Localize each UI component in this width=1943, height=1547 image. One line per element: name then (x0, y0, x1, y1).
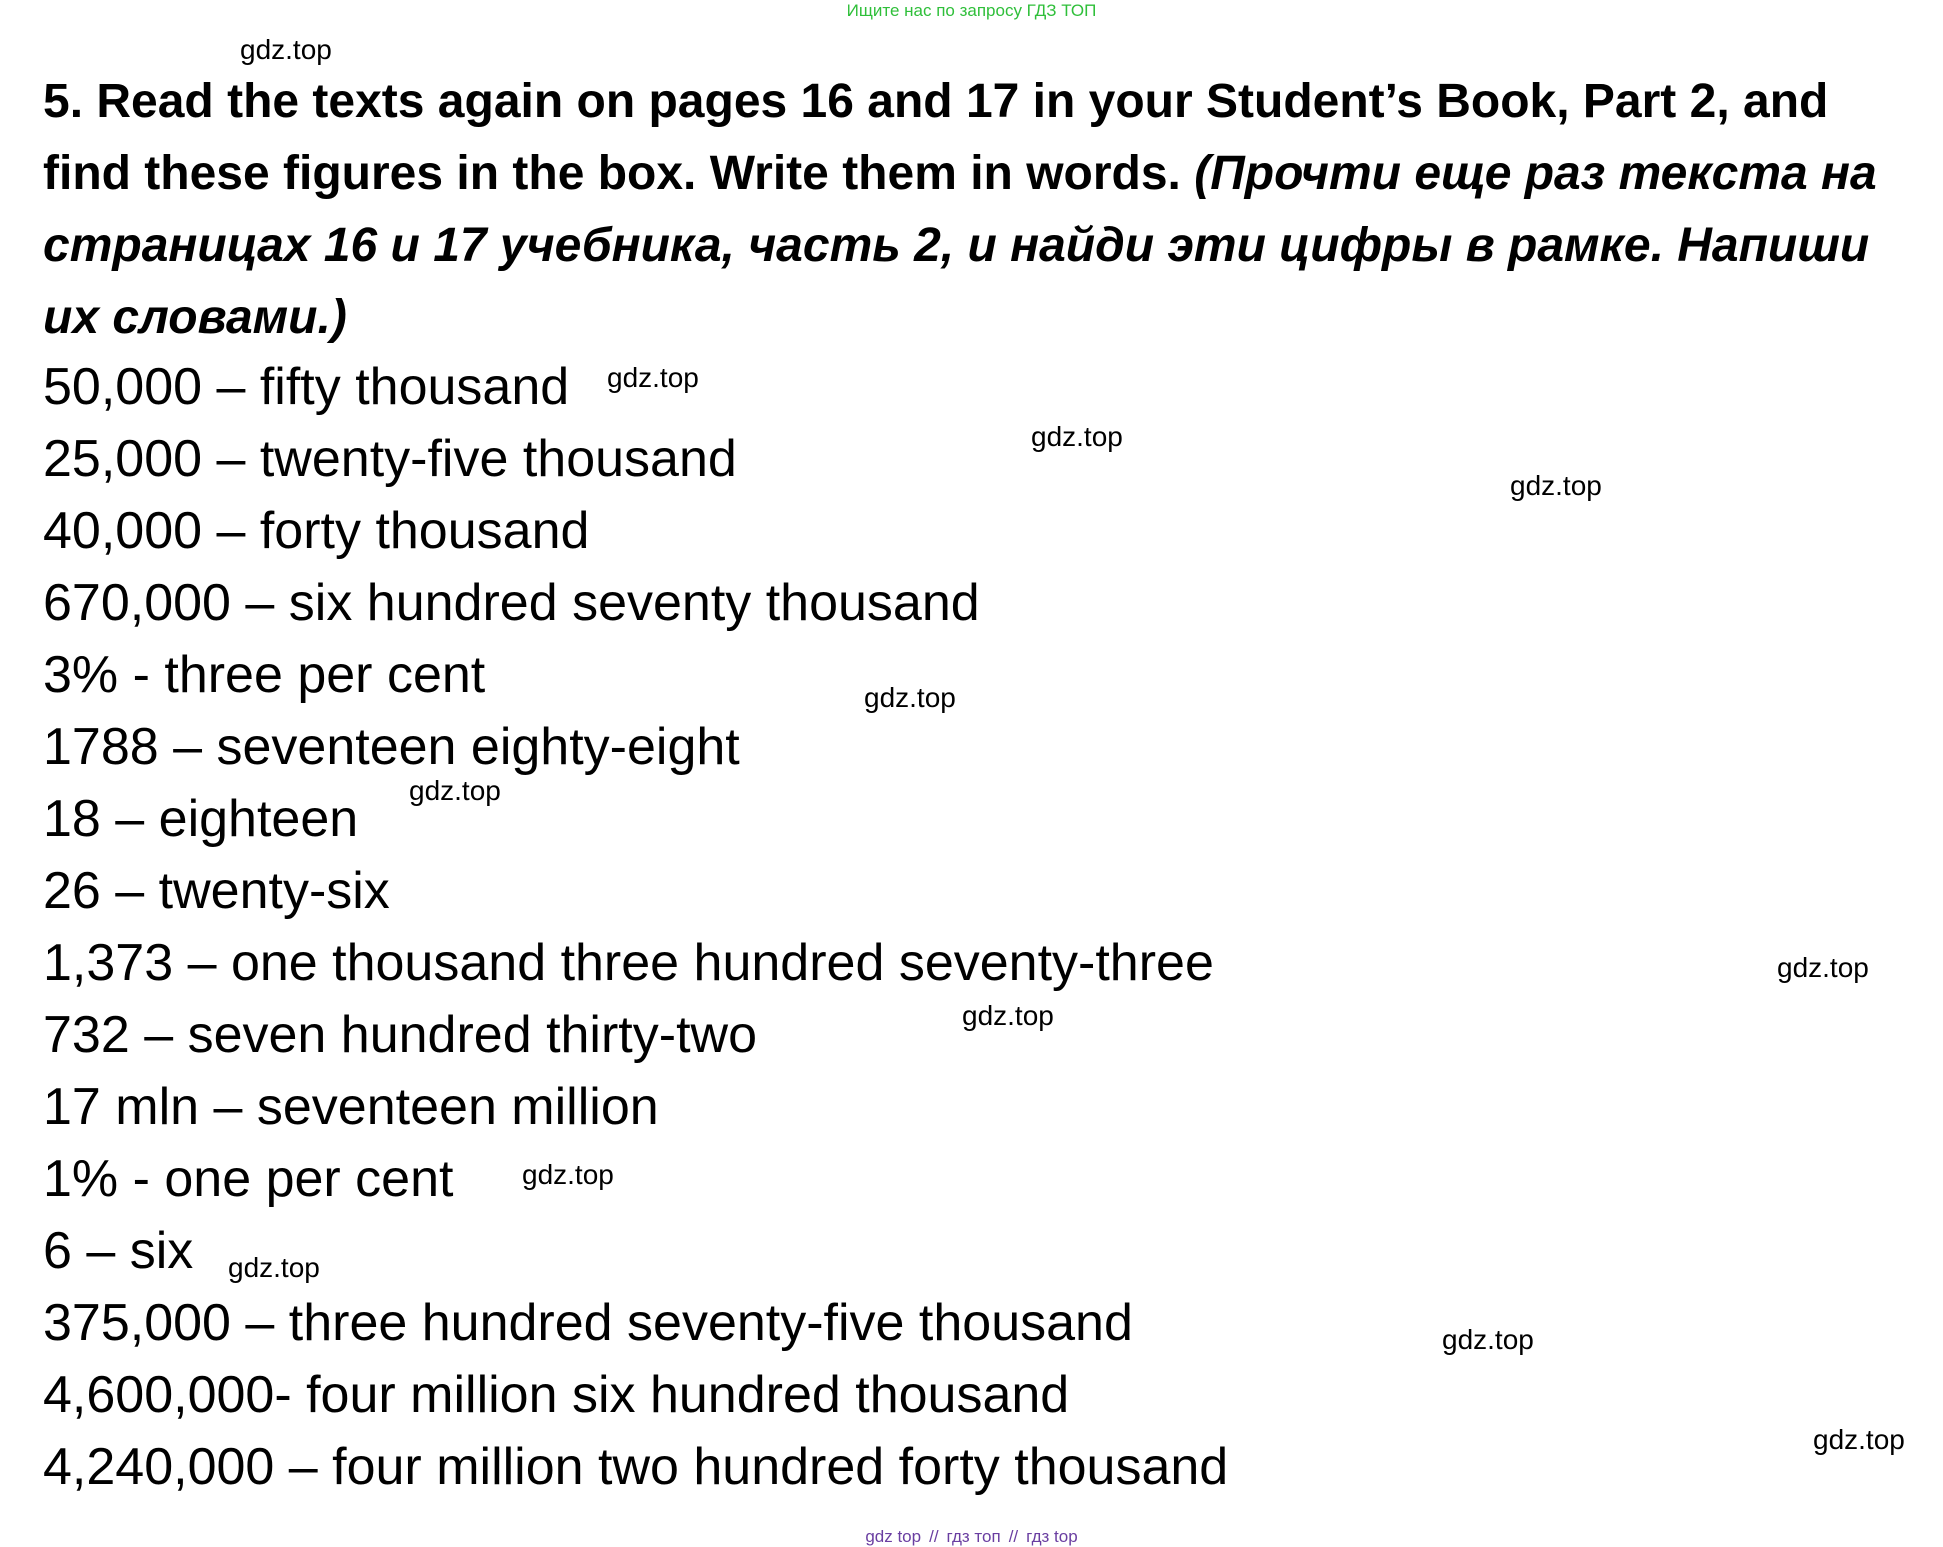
answer-item: 732 – seven hundred thirty-two (43, 1006, 757, 1064)
bottom-banner-part: гдз top (1026, 1527, 1078, 1546)
watermark: gdz.top (1510, 470, 1602, 501)
watermark: gdz.top (1777, 952, 1869, 983)
answer-item: 17 mln – seventeen million (43, 1078, 659, 1136)
watermark: gdz.top (1442, 1324, 1534, 1355)
answer-item: 50,000 – fifty thousand (43, 358, 570, 416)
exercise-text: 5. Read the texts again on pages 16 and 17 in your Student’s Book, Part 2, and find these figures in the box. Write them in words. (43, 75, 1829, 200)
watermark: gdz.top (228, 1252, 320, 1283)
watermark: gdz.top (240, 34, 332, 65)
answer-item: 6 – six (43, 1222, 194, 1280)
answer-item: 375,000 – three hundred seventy-five thousand (43, 1294, 1133, 1352)
watermark: gdz.top (409, 775, 501, 806)
answer-item: 3% - three per cent (43, 646, 486, 704)
watermark: gdz.top (1031, 421, 1123, 452)
answer-item: 1,373 – one thousand three hundred seventy-three (43, 934, 1214, 992)
answer-list (43, 351, 1228, 1503)
answer-item: 670,000 – six hundred seventy thousand (43, 574, 980, 632)
watermark: gdz.top (962, 1000, 1054, 1031)
answer-item: 18 – eighteen (43, 790, 359, 848)
answer-item: 1% - one per cent (43, 1150, 454, 1208)
answer-item: 25,000 – twenty-five thousand (43, 430, 737, 488)
answer-item: 1788 – seventeen eighty-eight (43, 718, 740, 776)
bottom-banner-part: гдз топ (946, 1527, 1001, 1546)
exercise-translation: (Прочти еще раз текста на страницах 16 и 17 учебника, часть 2, и найди эти цифры в рамке. Напиши их словами.) (43, 147, 1877, 344)
bottom-banner (0, 1527, 1943, 1547)
bottom-banner-part: gdz top (865, 1527, 922, 1546)
watermark: gdz.top (607, 362, 699, 393)
answer-item: 4,600,000- four million six hundred thousand (43, 1366, 1070, 1424)
answer-item: 40,000 – forty thousand (43, 502, 590, 560)
answer-item: 26 – twenty-six (43, 862, 390, 920)
answer-item: 4,240,000 – four million two hundred forty thousand (43, 1438, 1229, 1496)
watermark: gdz.top (864, 682, 956, 713)
watermark: gdz.top (522, 1159, 614, 1190)
exercise-heading (43, 66, 1913, 354)
bottom-banner-separator: // (1008, 1527, 1019, 1546)
top-banner: Ищите нас по запросу ГДЗ ТОП (846, 1, 1097, 20)
watermark: gdz.top (1813, 1424, 1905, 1455)
bottom-banner-separator: // (929, 1527, 939, 1546)
